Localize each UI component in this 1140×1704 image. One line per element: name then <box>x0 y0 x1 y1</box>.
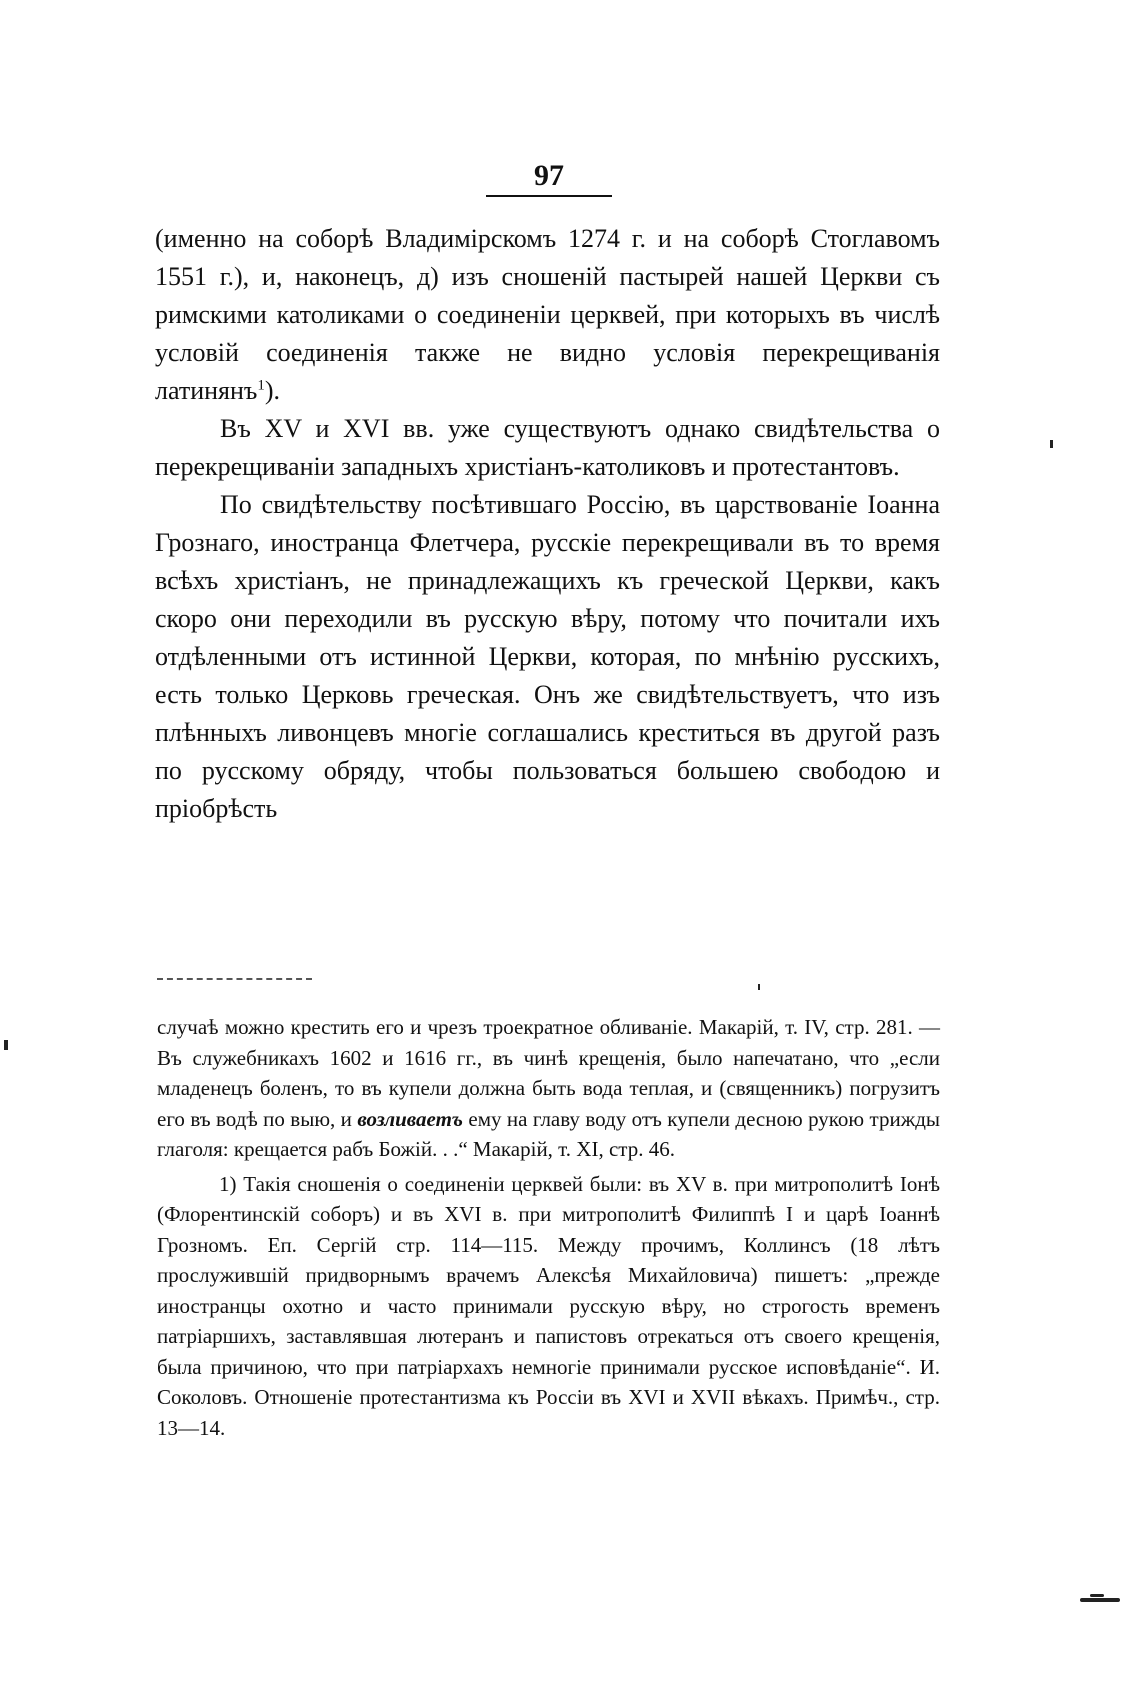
footnote-continued-before: случаѣ можно крестить его и чрезъ троекратное обливаніе. Макарій, т. IV, стр. 281. — Въ служебникахъ 1602 и 1616 гг., въ чинѣ крещенія, было напечатано, что „если младенецъ боленъ, то въ купели должна быть вода теплая, и (священникъ) погрузитъ его въ водѣ по выю, и <box>157 1015 940 1131</box>
scan-mark <box>1050 440 1053 448</box>
scan-mark <box>1090 1594 1104 1597</box>
footnote-1 <box>157 1169 940 1444</box>
footnote-1-text: Такія сношенія о соединеніи церквей были: въ XV в. при митрополитѣ Іонѣ (Флорентинскій соборъ) и въ XVI в. при митрополитѣ Филиппѣ I и царѣ Іоаннѣ Грозномъ. Еп. Сергій стр. 114—115. Между прочимъ, Коллинсъ (18 лѣтъ прослужившій придворнымъ врачемъ Алексѣя Михайловича) пишетъ: „прежде иностранцы охотно и часто принимали русскую вѣру, но строгость временъ патріаршихъ, заставлявшая лютеранъ и папистовъ отрекаться отъ своего крещенія, была причиною, что при патріархахъ немногіе принимали русское исповѣданіе“. И. Соколовъ. Отношеніе протестантизма къ Россіи въ XVI и XVII вѣкахъ. Примѣч., стр. 13—14. <box>157 1171 940 1440</box>
footnote-1-marker: 1) <box>219 1171 237 1196</box>
footnote-continued <box>157 1012 940 1165</box>
paragraph-1 <box>155 220 940 410</box>
footnotes <box>157 1012 940 1443</box>
footnote-continued-after: ему на главу воду отъ купели десною рукою трижды глаголя: крещается рабъ Божій. . .“ Макарій, т. XI, стр. 46. <box>157 1106 941 1161</box>
paragraph-3: По свидѣтельству посѣтившаго Россію, въ царствованіе Іоанна Грознаго, иностранца Флетчера, русскіе перекрещивали въ то время всѣхъ христіанъ, не принадлежащихъ къ греческой Церкви, какъ скоро они переходили въ русскую вѣру, потому что почитали ихъ отдѣленными отъ истинной Церкви, которая, по мнѣнію русскихъ, есть только Церковь греческая. Онъ же свидѣтельствуетъ, что изъ плѣнныхъ ливонцевъ многіе соглашались креститься въ другой разъ по русскому обряду, чтобы пользоваться большею свободою и пріобрѣсть <box>155 490 940 823</box>
paragraph-1-text: (именно на соборѣ Владимірскомъ 1274 г. и на соборѣ Стоглавомъ 1551 г.), и, наконецъ, д) изъ сношеній пастырей нашей Церкви съ римскими католиками о соединеніи церквей, при которыхъ въ числѣ условій соединенія также не видно условія перекрещиванія латинянъ <box>155 224 940 405</box>
main-text <box>155 220 940 828</box>
scan-mark <box>758 984 760 990</box>
footnote-divider <box>157 978 312 980</box>
page-number: 97 <box>534 159 564 192</box>
footnote-reference-1: 1 <box>257 377 265 394</box>
paragraph-1-tail: ). <box>264 376 281 405</box>
scan-mark <box>1080 1598 1120 1602</box>
footnote-emphasis: возливаетъ <box>357 1106 463 1131</box>
page-number-rule <box>486 195 612 197</box>
scan-mark <box>4 1040 8 1050</box>
paragraph-2: Въ XV и XVI вв. уже существуютъ однако свидѣтельства о перекрещиваніи западныхъ христіанъ-католиковъ и протестантовъ. <box>155 414 940 481</box>
